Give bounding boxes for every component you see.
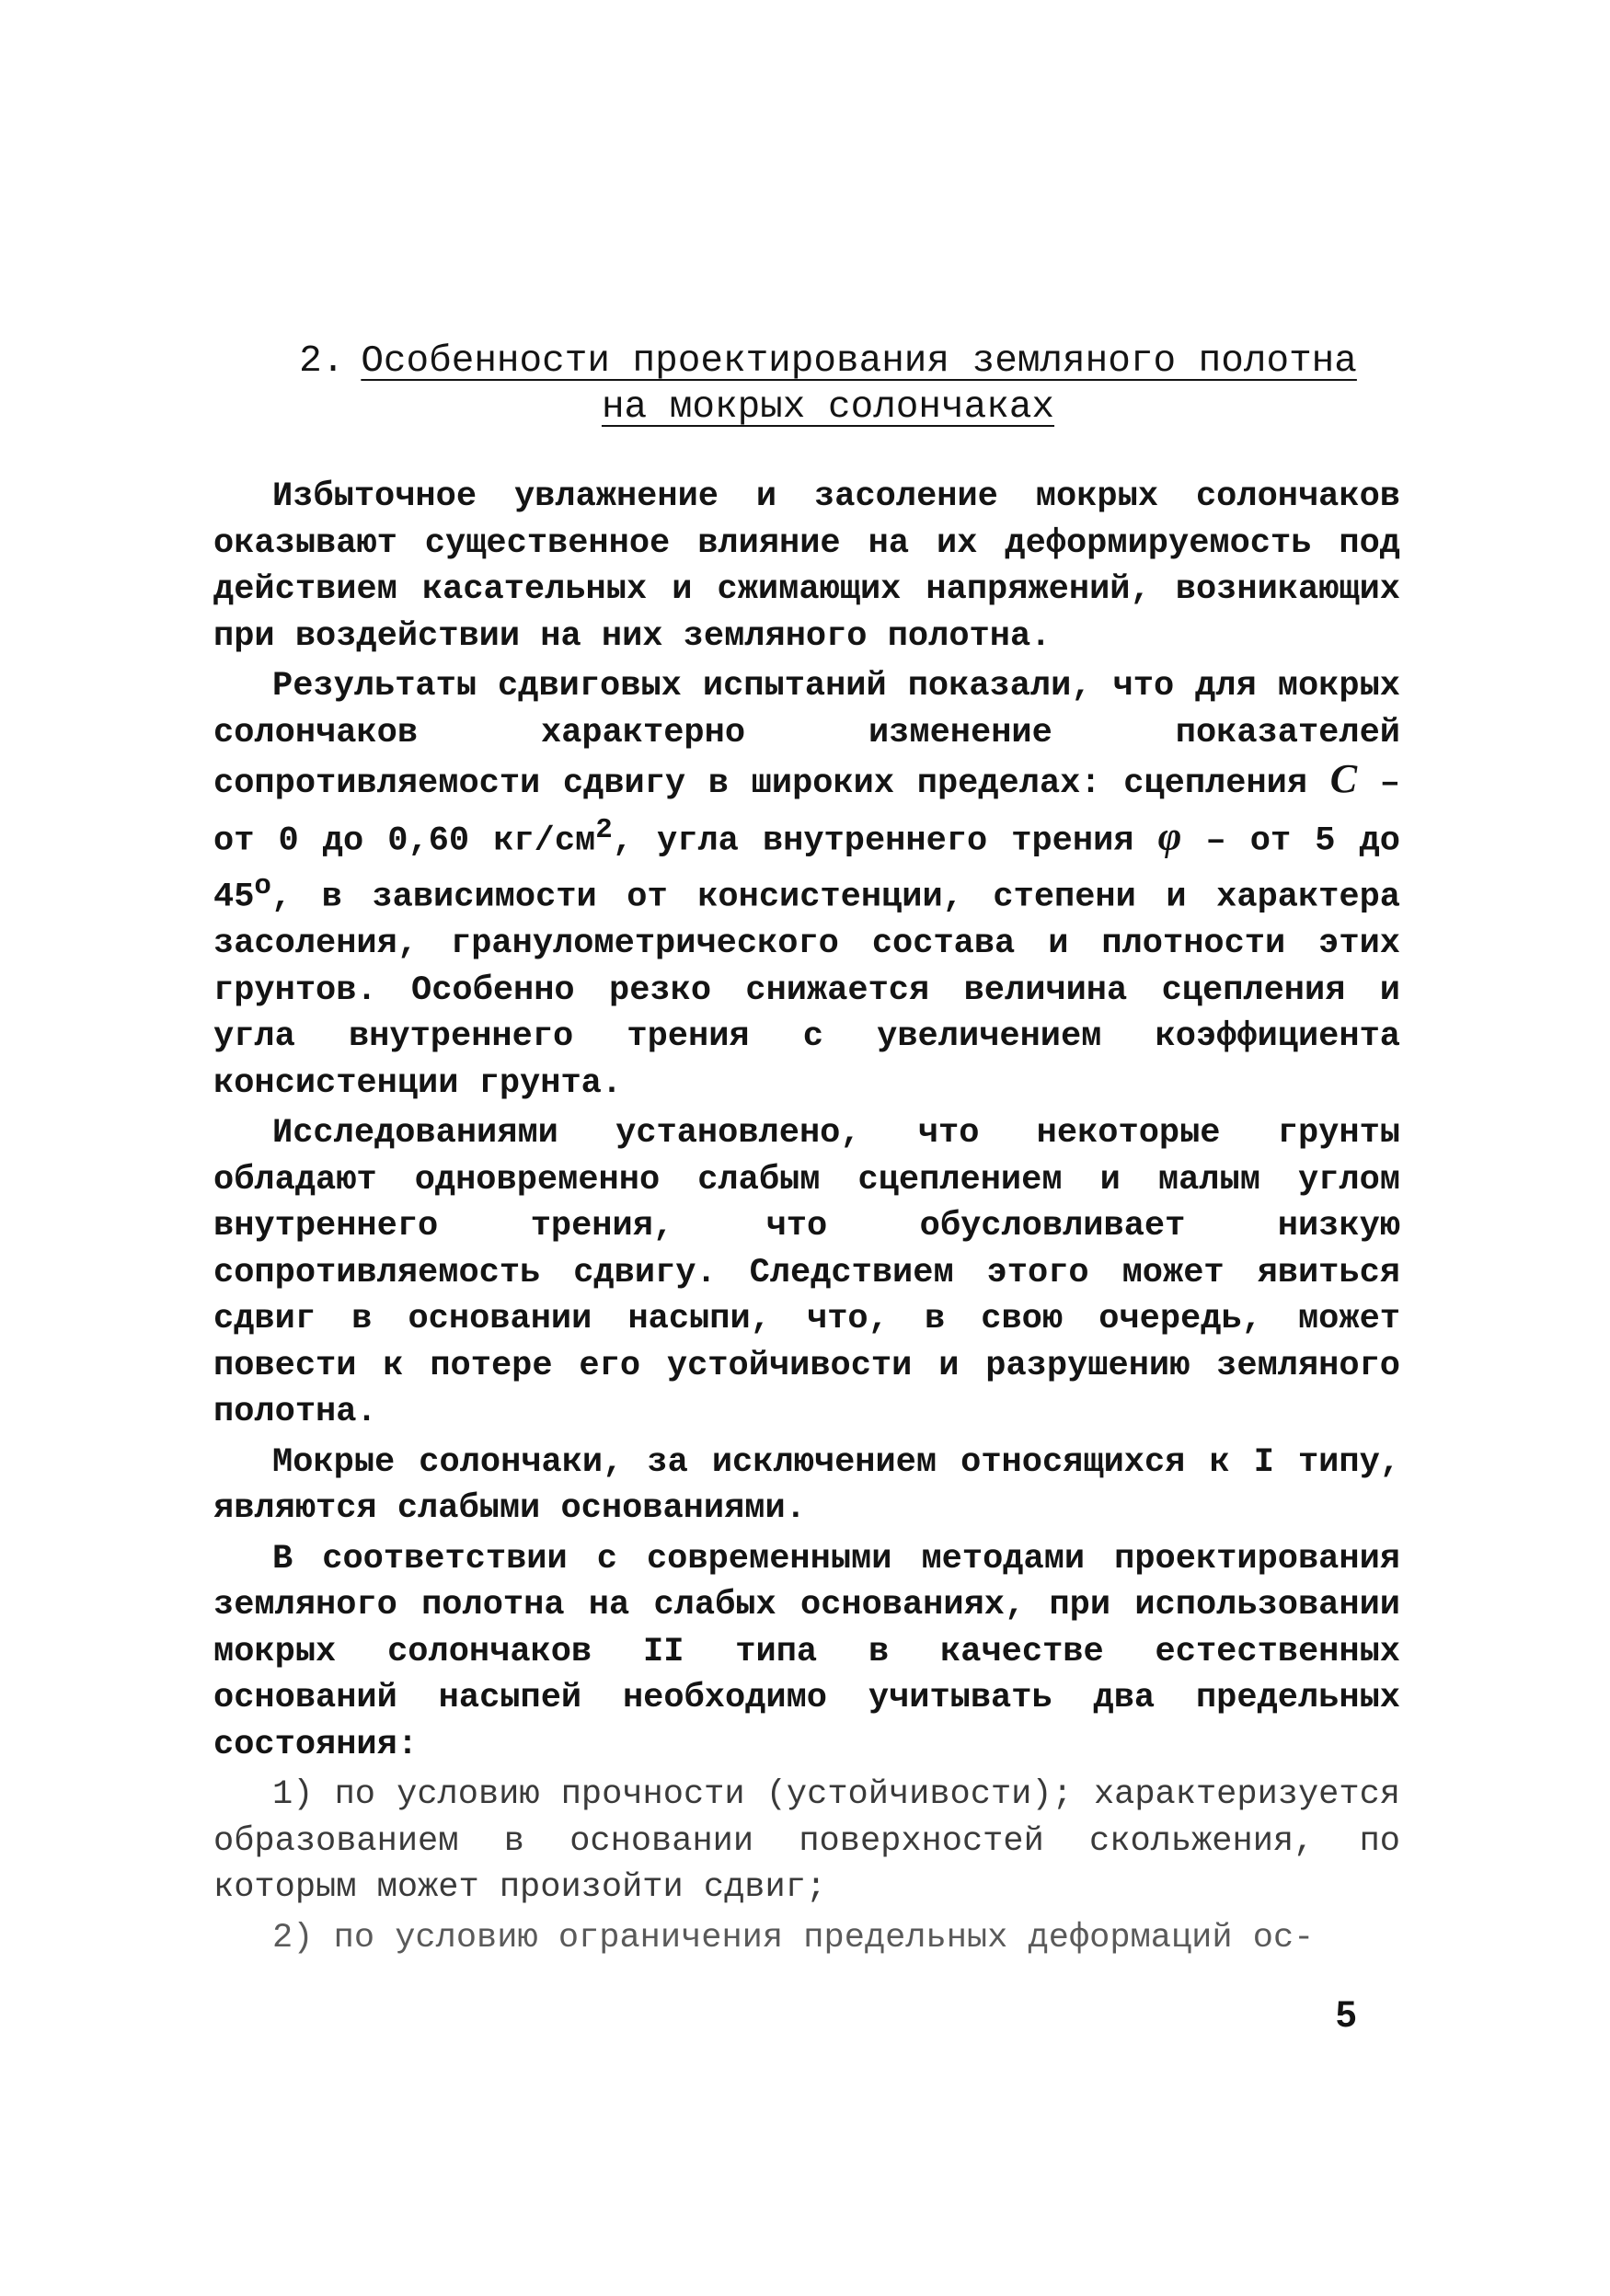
section-title-part-1: Особенности проектирования земляного полотна (361, 340, 1357, 383)
paragraph-2-intro: Результаты сдвиговых испытаний показали, что для мокрых солончаков характерно изменение показателей сопротивляемости сдвигу в широких пределах: сцепления (213, 667, 1400, 803)
friction-range: – от 5 до 45 (213, 821, 1400, 917)
section-heading (276, 339, 1380, 430)
paragraph-3: Исследованиями установлено, что некоторые грунты обладают одновременно слабым сцеплением и малым углом внутреннего трения, что обусловливает низкую сопротивляемость сдвигу. Следствием этого может явиться сдвиг в основании насыпи, что, в свою очередь, может повести к потере его устойчивости и разрушению земляного полотна. (213, 1114, 1400, 1432)
paragraph-7: 2) по условию ограничения предельных деформаций ос- (272, 1918, 1315, 1957)
friction-symbol: φ (1157, 812, 1182, 858)
page-number: 5 (1336, 1994, 1357, 2035)
heading-line-1 (276, 339, 1380, 385)
body-text (213, 474, 1400, 1965)
paragraph-1: Избыточное увлажнение и засоление мокрых солончаков оказывают существенное влияние на их деформируемость под действием касательных и сжимающих напряжений, возникающих при воздействии на них земляного полотна. (213, 477, 1400, 656)
paragraph-6: 1) по условию прочности (устойчивости); характеризуется образованием в основании поверхностей скольжения, по которым может произойти сдвиг; (213, 1775, 1400, 1908)
section-number: 2. (299, 340, 345, 383)
cohesion-symbol: C (1329, 756, 1358, 801)
degree-sign: о (254, 870, 271, 903)
paragraph-4: Мокрые солончаки, за исключением относящихся к I типу, являются слабыми основаниями. (213, 1442, 1400, 1529)
cohesion-range: – от 0 до 0,60 кг/см (213, 764, 1400, 860)
paragraph-2-rest: , в зависимости от консистенции, степени и характера засоления, гранулометрического состава и плотности этих грунтов. Особенно резко снижается величина сцепления и угла внутреннего трения с увеличением коэффициента консистенции грунта. (213, 878, 1400, 1103)
section-title-part-2: на мокрых солончаках (601, 386, 1055, 429)
heading-line-2 (276, 385, 1380, 430)
square-exponent: 2 (595, 813, 613, 846)
paragraph-2 (213, 663, 1400, 1107)
paragraph-5: В соответствии с современными методами проектирования земляного полотна на слабых основаниях, при использовании мокрых солончаков II типа в качестве естественных оснований насыпей необходимо учитывать два предельных состояния: (213, 1539, 1400, 1764)
friction-text: , угла внутреннего трения (612, 821, 1134, 860)
